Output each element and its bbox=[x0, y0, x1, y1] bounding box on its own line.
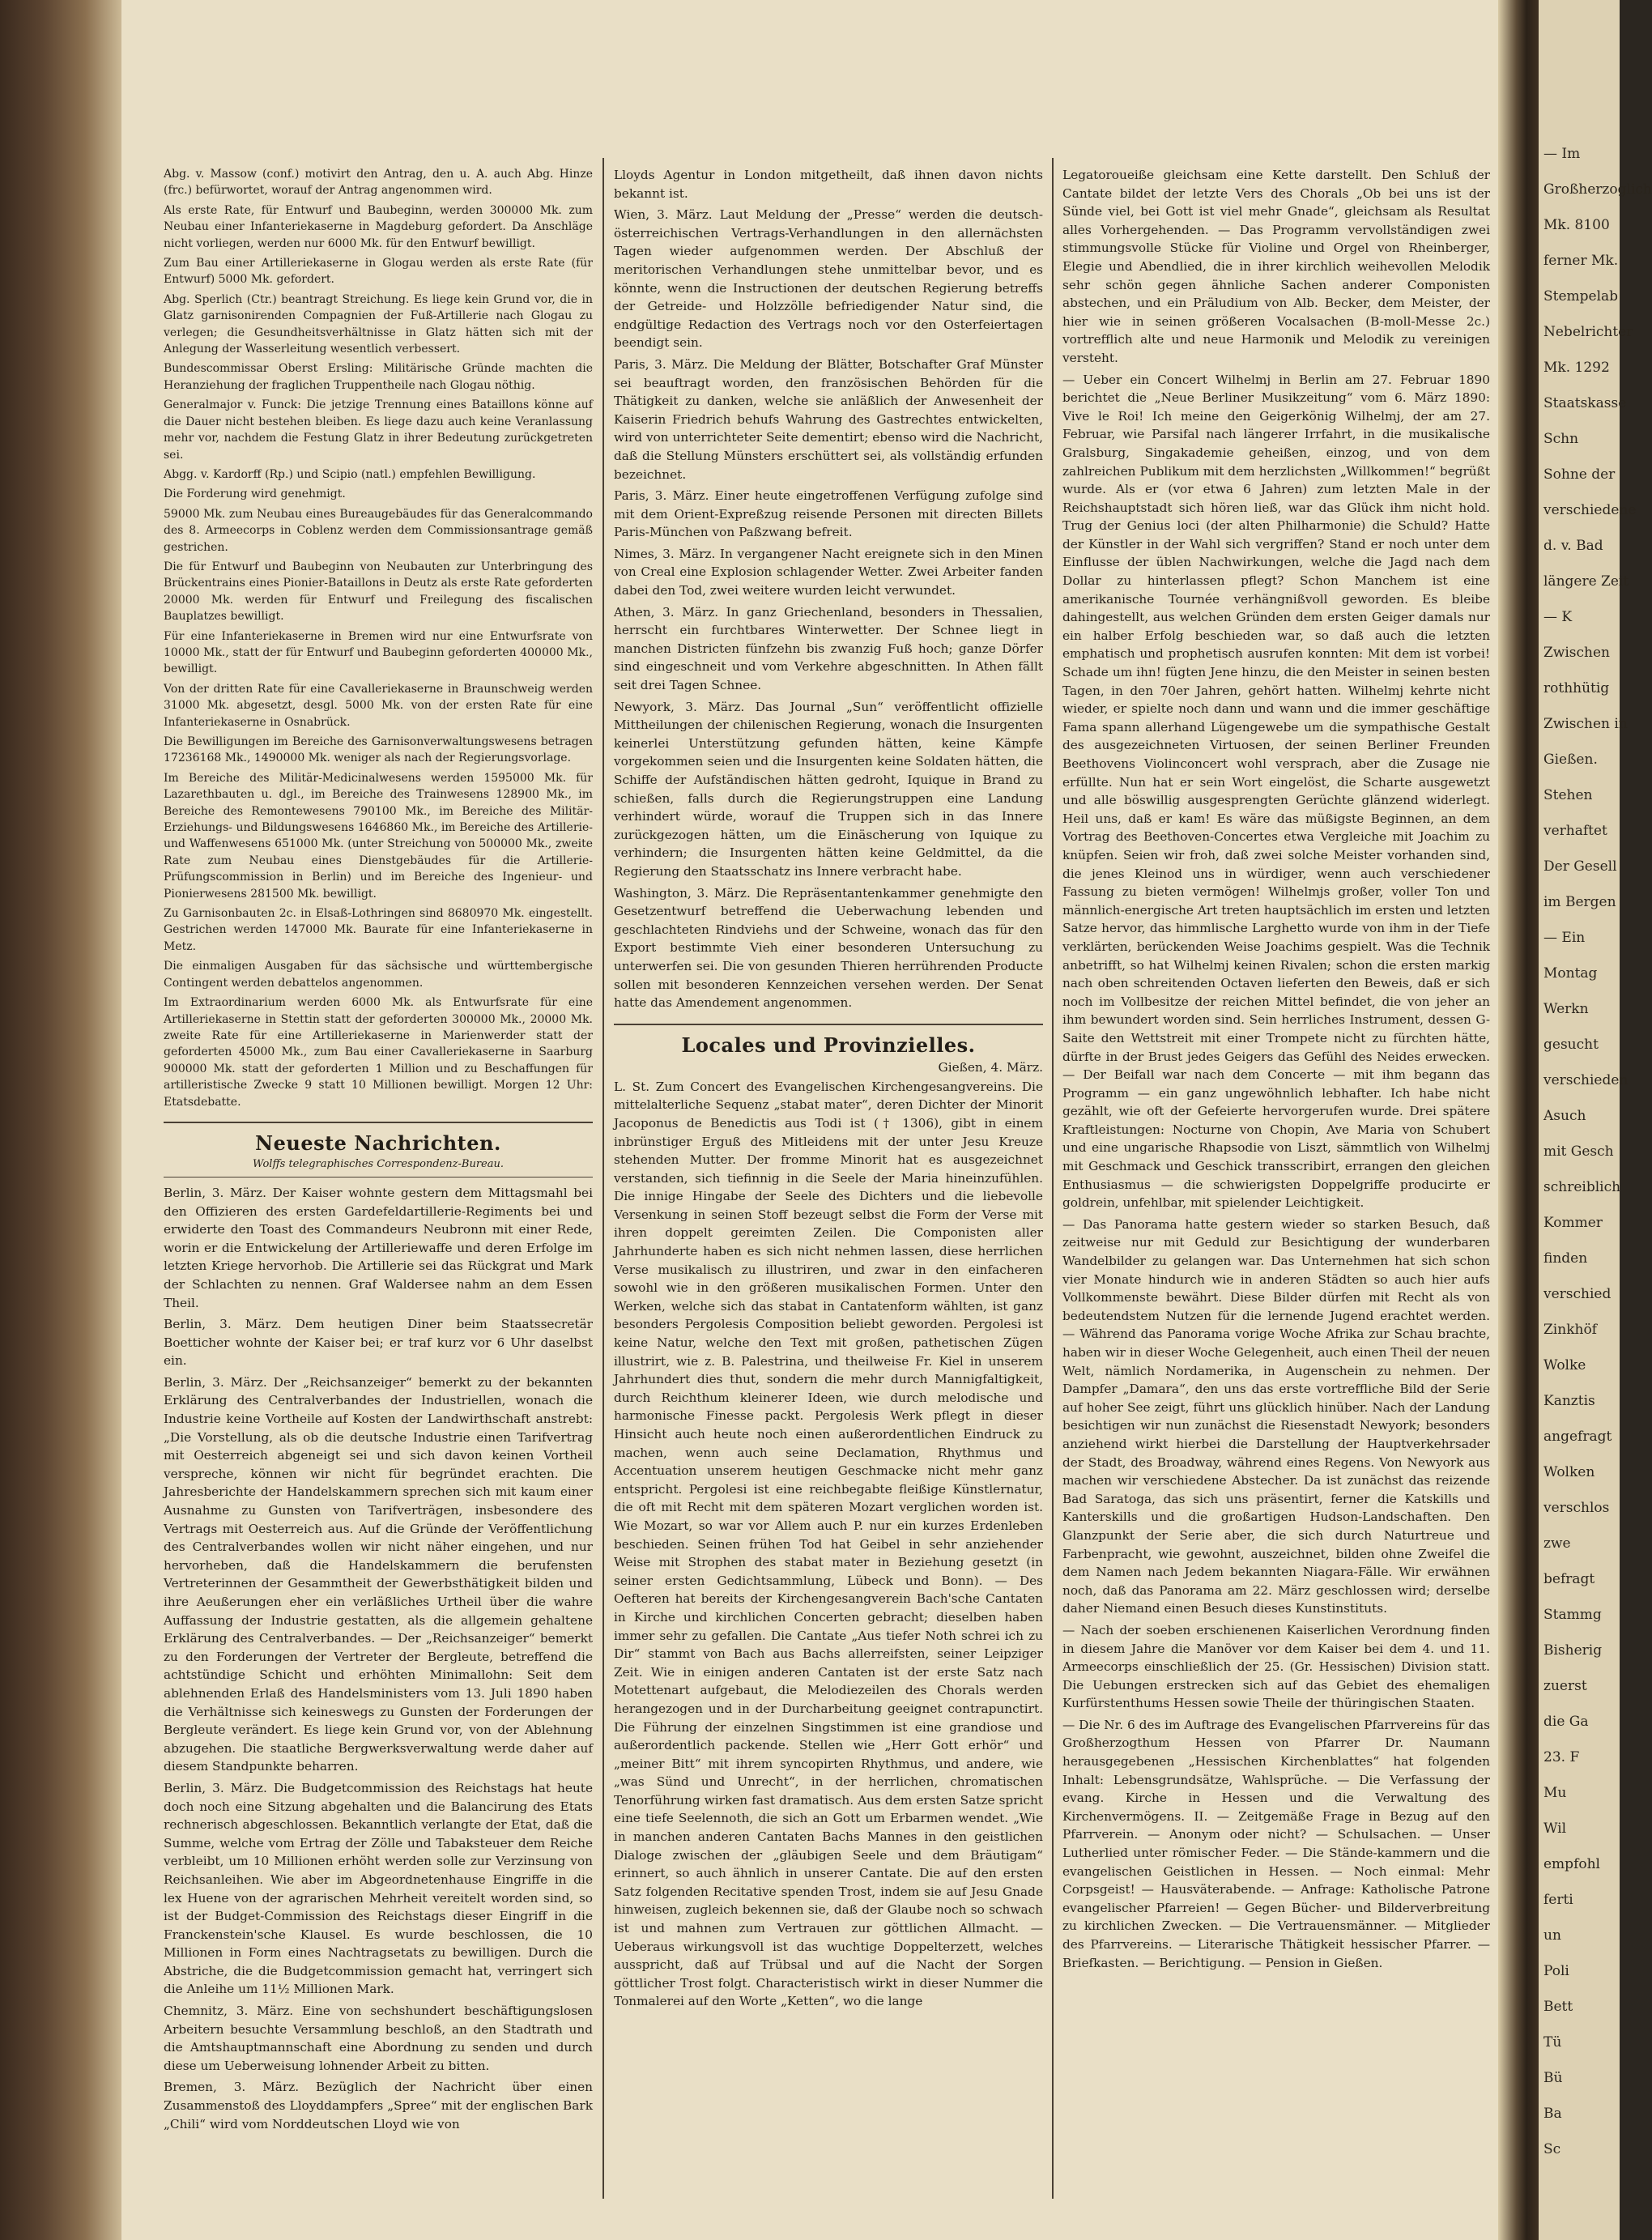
article-paragraph: Lloyds Agentur in London mitgetheilt, daß ihnen davon nichts bekannt ist. bbox=[614, 168, 1043, 201]
next-page-fragment: — K bbox=[1543, 609, 1573, 625]
next-page-fragment: Sohne der bbox=[1543, 466, 1616, 483]
next-page-fragment: verschieden bbox=[1543, 1072, 1629, 1088]
article-paragraph: L. St. Zum Concert des Evangelischen Kirchengesangvereins. Die mittelalterliche Sequenz „stabat mater“, deren Dichter der Minorit Jacoponus de Benedictis aus Todi ist († 1306), gibt in einem inbrünstiger Erguß des Mitleidens mit der unter Jesu Kreuze stehenden Mutter. Der fromme Minorit hat es ausgezeichnet verstanden, sich tiefinnig in die Seele der Maria hineinzufühlen. Die innige Hingabe der Seele des Dichters und die liebevolle Versenkung in seinen Stoff bezeugt selbst die Form der Verse mit ihren doppelt gereimten Zeilen. Die Componisten aller Jahrhunderte haben es sich nicht nehmen lassen, diese herrlichen Verse musikalisch zu illustriren, und zwar in den einfacheren sowohl wie in den größeren musikalischen Formen. Unter den Werken, welche sich das stabat in Cantatenform wählten, ist ganz besonders Pergolesis Composition beliebt geworden. Pergolesi ist keine Natur, welche den Text mit großen, pathetischen Zügen illustrirt, wie z. B. Palestrina, und theilweise Fr. Kiel in unserem Jahrhundert dies thut, sondern die mehr durch Mannigfaltigkeit, durch Reichthum kleinerer Ideen, wie durch melodische und harmonische Finesse packt. Pergolesis Werk pflegt in dieser Hinsicht auch heute noch einen außerordentlichen Eindruck zu machen, wenn auch seine Declamation, Rhythmus und Accentuation unserem heutigen Geschmacke nicht mehr ganz entspricht. Pergolesi ist eine reichbegabte fleißige Künstlernatur, die oft mit Recht mit dem späteren Mozart verglichen worden ist. Wie Mozart, so war vor Allem auch P. nur ein kurzes Erdenleben beschieden. Seinen frühen Tod hat Geibel in sehr anziehender Weise mit Strophen des stabat mater in Beziehung gesetzt (in seiner ersten Gedichtsammlung, Lübeck und Bonn). — Des Oefteren hat bereits der Kirchengesangverein Bach'sche Cantaten in Kirche und kirchlichen Concerten gebracht; dieselben haben immer sehr zu gefallen. Die Cantate „Aus tiefer Noth schrei ich zu Dir“ stammt von Bach aus Bachs allerreifsten, seiner Leipziger Zeit. Wie in einigen anderen Cantaten ist der erste Satz nach Motettenart aufgebaut, die Melodiezeilen des Chorals werden herangezogen und in der Durcharbeitung geeignet contrapunctirt. Die Führung der einzelnen Singstimmen ist eine grandiose und außerordentlich packende. Stellen wie „Herr Gott erhör“ und „meiner Bitt“ mit ihrem syncopirten Rhythmus, und andere, wie „was Sünd und Unrecht“, in der herrlichen, chromatischen Tenorführung wirken fast dramatisch. Aus dem ersten Satze spricht eine tiefe Seelennoth, die sich an Gott um Erbarmen wendet. „Wie in manchen anderen Cantaten Bachs Mannes in den geistlichen Dialoge zwischen der „gläubigen Seele und dem Bräutigam“ erinnert, so auch ähnlich in unserer Cantate. Die auf den ersten Satz folgenden Recitative spenden Trost, indem sie auf Jesu Gnade hinweisen, zugleich bekennen sie, daß der Glaube noch so schwach ist und mahnen zum Vertrauen zur göttlichen Allmacht. — Ueberaus wirkungsvoll ist das wuchtige Doppelterzett, welches ausspricht, daß auf Trübsal und auf die Nacht der Sorgen göttlicher Trost folgt. Characteristisch wirkt in dieser Nummer die Tonmalerei auf den Worte „Ketten“, wo die lange bbox=[614, 1079, 1043, 2009]
wire-service-line: Wolffs telegraphisches Correspondenz-Bureau. bbox=[252, 1157, 504, 1170]
next-page-fragment: schreiblich bbox=[1543, 1179, 1621, 1195]
article-paragraph: Washington, 3. März. Die Repräsentantenkammer genehmigte den Gesetzentwurf betreffend die Ueberwachung lebenden und geschlachteten Rindviehs und der Schweine, wonach das für den Export bestimmte Vieh einer besonderen Untersuchung zu unterwerfen sei. Die von gesunden Thieren herrührenden Producte sollen mit besonderen Kennzeichen versehen werden. Der Senat hatte das Amendement angenommen. bbox=[614, 885, 1043, 1011]
next-page-fragment: rothhütig bbox=[1543, 680, 1610, 696]
next-page-fragment: Wil bbox=[1543, 1821, 1567, 1837]
next-page-fragment: zuerst bbox=[1543, 1678, 1587, 1694]
article-paragraph: Zu Garnisonbauten 2c. in Elsaß-Lothringen sind 8680970 Mk. eingestellt. Gestrichen werden 147000 Mk. Baurate für eine Infanteriekaserne in Metz. bbox=[164, 907, 593, 953]
article-paragraph: Von der dritten Rate für eine Cavalleriekaserne in Braunschweig werden 31000 Mk. abgesetzt, desgl. 5000 Mk. von der ersten Rate für eine Infanteriekaserne in Osnabrück. bbox=[164, 682, 593, 729]
section-divider bbox=[164, 1122, 593, 1123]
column-1 bbox=[164, 166, 593, 2199]
next-page-fragment: Sc bbox=[1543, 2141, 1561, 2157]
column-rule-1 bbox=[602, 158, 604, 2199]
page-gutter bbox=[1498, 0, 1539, 2240]
article-paragraph: — Nach der soeben erschienenen Kaiserlichen Verordnung finden in diesem Jahre die Manöver vor dem Kaiser bei dem 4. und 11. Armeecorps einschließlich der 25. (Gr. Hessischen) Division statt. Die Uebungen erstrecken sich auf das Gebiet des ehemaligen Kurfürstenthums Hessen sowie Theile der thüringischen Staaten. bbox=[1062, 1622, 1490, 1711]
next-page-fragment: im Bergen bbox=[1543, 894, 1616, 910]
article-paragraph: Newyork, 3. März. Das Journal „Sun“ veröffentlicht offizielle Mittheilungen der chilenischen Regierung, wonach die Insurgenten keinerlei Unterstützung gefunden hätten, keine Kämpfe vorgekommen seien und die Insurgenten keine Soldaten hätten, die Schiffe der Aufständischen hätten gedroht, Iquique in Brand zu schießen, falls durch die Regierungstruppen eine Landung verhindert würde, worauf die Truppen sich in das Innere zurückgezogen hätten, um die Einäscherung von Iquique zu verhindern; die Insurgenten hätten keine Geldmittel, da die Regierung den Staatsschatz ins Innere verbracht habe. bbox=[614, 699, 1043, 879]
article-paragraph: — Die Nr. 6 des im Auftrage des Evangelischen Pfarrvereins für das Großherzogthum Hessen von Pfarrer Dr. Naumann herausgegebenen „Hessischen Kirchenblattes“ hat folgenden Inhalt: Lebensgrundsätze, Wahlsprüche. — Die Verfassung der evang. Kirche in Hessen und die Verwaltung des Kirchenvermögens. II. — Zeitgemäße Frage in Bezug auf den Pfarrverein. — Anonym oder nicht? — Schulsachen. — Unser Lutherlied unter römischer Feder. — Die Stände-kammern und die evangelischen Geistlichen in Hessen. — Noch einmal: Mehr Corpsgeist! — Hausväterabende. — Anfrage: Katholische Patrone evangelischer Pfarreien! — Gegen Bücher- und Bilderverbreitung zu kirchlichen Zwecken. — Die Vertrauensmänner. — Mitglieder des Pfarrvereins. — Literarische Thätigkeit hessischer Pfarrer. — Briefkasten. — Berichtigung. — Pension in Gießen. bbox=[1062, 1717, 1490, 1970]
article-paragraph: Im Extraordinarium werden 6000 Mk. als Entwurfsrate für eine Artilleriekaserne in Stettin statt der geforderten 300000 Mk., 20000 Mk. zweite Rate für eine Artilleriekaserne in Marienwerder statt der geforderten 45000 Mk., zum Bau einer Cavalleriekaserne in Saarburg 900000 Mk. statt der geforderten 1 Million und zu Beschaffungen für artilleristische Zwecke 9 statt 10 Millionen bewilligt. Morgen 12 Uhr: Etatsdebatte. bbox=[164, 996, 593, 1109]
next-page-fragment: verschied bbox=[1543, 1286, 1612, 1302]
next-page-fragment: Großherzoglich bbox=[1543, 181, 1652, 198]
next-page-fragment: un bbox=[1543, 1927, 1561, 1944]
article-paragraph: Für eine Infanteriekaserne in Bremen wird nur eine Entwurfsrate von 10000 Mk., statt der für Entwurf und Baubeginn geforderten 400000 Mk., bewilligt. bbox=[164, 629, 593, 676]
next-page-fragment: Wolken bbox=[1543, 1464, 1595, 1480]
next-page-fragment: 23. F bbox=[1543, 1749, 1580, 1765]
column-3 bbox=[1062, 166, 1490, 2199]
dateline: Gießen, 4. März. bbox=[938, 1059, 1043, 1075]
next-page-fragment: Kommer bbox=[1543, 1215, 1603, 1231]
next-page-fragment: Montag bbox=[1543, 965, 1598, 982]
next-page-fragment: empfohl bbox=[1543, 1856, 1600, 1872]
next-page-fragment: Schn bbox=[1543, 431, 1579, 447]
next-page-fragment: finden bbox=[1543, 1250, 1588, 1267]
article-paragraph: Bundescommissar Oberst Ersling: Militärische Gründe machten die Heranziehung der fraglichen Truppentheile nach Glogau nöthig. bbox=[164, 362, 593, 392]
article-paragraph: Die für Entwurf und Baubeginn von Neubauten zur Unterbringung des Brückentrains eines Pionier-Bataillons in Deutz als erste Rate geforderten 20000 Mk. werden für Entwurf und Freilegung des fiscalischen Bauplatzes bewilligt. bbox=[164, 560, 593, 624]
next-page-fragment: angefragt bbox=[1543, 1429, 1612, 1445]
news-items bbox=[164, 1184, 593, 2133]
next-page-fragment: mit Gesch bbox=[1543, 1143, 1614, 1160]
reichstag-report bbox=[164, 166, 593, 1110]
next-page-fragment: Stehen bbox=[1543, 787, 1593, 803]
next-page-fragment: Zinkhöf bbox=[1543, 1322, 1597, 1338]
article-paragraph: — Das Panorama hatte gestern wieder so starken Besuch, daß zeitweise nur mit Geduld zur Besichtigung der wunderbaren Wandelbilder zu gelangen war. Das Unternehmen hat sich schon vier Monate hindurch wie in anderen Städten so auch hier aufs Vollkommenste bewährt. Diese Bilder dürfen mit Recht als von bedeutendstem Nutzen für die lernende Jugend erachtet werden. — Während das Panorama vorige Woche Afrika zur Schau brachte, haben wir in dieser Woche Gelegenheit, auch einen Theil der neuen Welt, nämlich Nordamerika, in Augenschein zu nehmen. Der Dampfer „Damara“, den uns das erste vortreffliche Bild der Serie auf hoher See zeigt, führt uns glücklich hinüber. Nach der Landung besichtigen wir nun zunächst die Riesenstadt Newyork; besonders anziehend wirkt hierbei die Darstellung der Hauptverkehrsader der Stadt, des Broadway, während eines Regens. Von Newyork aus machen wir verschiedene Abstecher. Da ist zunächst das reizende Bad Saratoga, das sich uns präsentirt, ferner die Katskills und Kanterskills und die großartigen Hudson-Landschaften. Den Glanzpunkt der Serie aber, die sich durch Naturtreue und Farbenpracht, wie gewohnt, auszeichnet, bilden ohne Zweifel die dem Namen nach Jedem bekannten Niagara-Fälle. Wir erwähnen noch, daß das Panorama am 22. März geschlossen wird; derselbe daher Niemand einen Besuch dieses Kunstinstituts. bbox=[1062, 1216, 1490, 1616]
article-paragraph: Abg. Sperlich (Ctr.) beantragt Streichung. Es liege kein Grund vor, die in Glatz garnisonirenden Compagnien der Fuß-Artillerie nach Glogau zu verlegen; die Gesundheitsverhältnisse in Glatz hätten sich mit der Anlegung der Wasserleitung wesentlich verbessert. bbox=[164, 292, 593, 356]
next-page-fragment: längere Zeit bbox=[1543, 573, 1629, 590]
next-page-fragment: Mk. 8100 bbox=[1543, 217, 1610, 233]
article-paragraph: Berlin, 3. März. Die Budgetcommission des Reichstags hat heute doch noch eine Sitzung abgehalten und die Balancirung des Etats rechnerisch abgeschlossen. Bekanntlich verlangte der Etat, daß die Summe, welche vom Ertrag der Zölle und Tabaksteuer dem Reiche verbleibt, um 10 Millionen erhöht werden solle zur Verzinsung von Reichsanleihen. Wie aber im Abgeordnetenhause Eingriffe in die lex Huene von der agrarischen Mehrheit vereitelt worden sind, so ist der Budget-Commission des Reichstags dieser Eingriff in die Franckenstein'sche Klausel. Es wurde beschlossen, die 10 Millionen in Form eines Nachtragsetats zu bewilligen. Durch die Abstriche, die die Budgetcommission gemacht hat, verringert sich die Anleihe um 11½ Millionen Mark. bbox=[164, 1780, 593, 1997]
article-paragraph: Paris, 3. März. Einer heute eingetroffenen Verfügung zufolge sind mit dem Orient-Expreßzug reisende Personen mit directen Billets Paris-München von Paßzwang befreit. bbox=[614, 488, 1043, 540]
next-page-fragment: Poli bbox=[1543, 1963, 1569, 1979]
next-page-fragment: Mk. 1292 bbox=[1543, 360, 1610, 376]
book-binding-left bbox=[0, 0, 121, 2240]
article-paragraph: — Ueber ein Concert Wilhelmj in Berlin am 27. Februar 1890 berichtet die „Neue Berliner Musikzeitung“ vom 6. März 1890: Vive le Roi! Ich meine den Geigerkönig Wilhelmj, der am 27. Februar, wie Parsifal nach längerer Irrfahrt, in die musikalische Gralsburg, Singakademie geheißen, einzog, und von dem zahlreichen Publikum mit dem herzlichsten „Willkommen!“ begrüßt wurde. Als er (vor etwa 6 Jahren) zum letzten Male in der Reichshauptstadt sich hören ließ, war das Glück ihm nicht hold. Trug der Genius loci (der alten Philharmonie) die Schuld? Hatte der Künstler in der Wahl sich vergriffen? Stand er noch unter dem Einflusse der üblen Nachwirkungen, welche die Jagd nach dem Dollar zu hinterlassen pflegt? Schon Manchem ist eine amerikanische Tournée verhängnißvoll geworden. Es bleibe dahingestellt, aus welchen Gründen dem ersten Geiger damals nur ein halber Erfolg beschieden war, so daß auch die letzten emphatisch und prophetisch ausrufen konnten: Mit dem ist vorbei! Schade um ihn! fügten Jene hinzu, die den Meister in seinen besten Tagen, in den 70er Jahren, gehört hatten. Wilhelmj kehrte nicht wieder, er spielte noch dann und wann und die immer geschäftige Fama spann allerhand Lügengewebe um die sympathische Gestalt des ausgezeichneten Virtuosen, der seinen Berliner Freunden Beethovens Violinconcert wohl versprach, aber die Zusage nie erfüllte. Nun hat er sein Wort eingelöst, die Scharte ausgewetzt und alle böswillig ausgesprengten Gerüchte glänzend widerlegt. Heil uns, daß er kam! Es wäre das müßigste Beginnen, an dem Vortrag des Beethoven-Concertes etwa Vergleiche mit Joachim zu knüpfen. Seien wir froh, daß zwei solche Meister vorhanden sind, die jenes Kleinod uns in würdiger, wenn auch verschiedener Fassung zu bieten vermögen! Wilhelmjs großer, voller Ton und männlich-energische Art treten hauptsächlich im ersten und letzten Satze hervor, das himmlische Larghetto wurde von ihm in der Tiefe verklärten, berückenden Weise Joachims gespielt. Was die Technik anbetrifft, so hat Wilhelmj keinen Rivalen; schon die ersten markig nach oben schreitenden Octaven lieferten den Beweis, daß er sich noch im Vollbesitze der reichen Mittel befindet, die von jeher an ihm bewundert worden sind. Sein herrliches Instrument, dessen G-Saite den Wettstreit mit einer Trompete nicht zu fürchten hätte, dürfte in der Brust jedes Geigers das Gefühl des Neides erwecken. — Der Beifall war nach dem Concerte — mit ihm begann das Programm — ein ganz ungewöhnlich lebhafter. Ich habe nicht gezählt, wie oft der Gefeierte hervorgerufen wurde. Drei spätere Kraftleistungen: Nocturne von Chopin, Ave Maria von Schubert und eine ungarische Rhapsodie von Liszt, sämmtlich von Wilhelmj mit Geschmack und Geschick transscribirt, errangen den gleichen Enthusiasmus — die schwierigsten Doppelgriffe producirte er goldrein, unfehlbar, mit spielender Leichtigkeit. bbox=[1062, 372, 1490, 1211]
article-paragraph: Zum Bau einer Artilleriekaserne in Glogau werden als erste Rate (für Entwurf) 5000 Mk. gefordert. bbox=[164, 257, 593, 287]
article-paragraph: Chemnitz, 3. März. Eine von sechshundert beschäftigungslosen Arbeitern besuchte Versammlung beschloß, an den Stadtrath und die Amtshauptmannschaft eine Abordnung zu senden und durch diese um Ueberweisung lohnender Arbeit zu bitten. bbox=[164, 2004, 593, 2073]
next-page-fragment: Der Gesell bbox=[1543, 858, 1617, 875]
next-page-fragment: die Ga bbox=[1543, 1714, 1589, 1730]
next-page-fragment: Staatskasse bbox=[1543, 395, 1627, 411]
article-paragraph: Generalmajor v. Funck: Die jetzige Trennung eines Bataillons könne auf die Dauer nicht bestehen bleiben. Es liege dazu auch keine Veranlassung mehr vor, nachdem die Festung Glatz in ihrer Bedeutung zurückgetreten sei. bbox=[164, 398, 593, 462]
article-paragraph: Legatoroueiße gleichsam eine Kette darstellt. Den Schluß der Cantate bildet der letzte Vers des Chorals „Ob bei uns ist der Sünde viel, bei Gott ist viel mehr Gnade“, gleichsam als Resultat alles Vorhergehenden. — Das Programm vervollständigen zwei stimmungsvolle Stücke für Violine und Orgel von Rheinberger, Elegie und Abendlied, die in ihrer kirchlich weihevollen Melodik sehr schön gegen ähnliche Sachen anderer Componisten abstechen, und ein Präludium von Alb. Becker, dem Meister, der hier wie in seinen größeren Vocalsachen (B-moll-Messe 2c.) vortrefflich alte und neue Harmonik und Melodik zu vereinigen versteht. bbox=[1062, 168, 1490, 365]
next-page-fragment: befragt bbox=[1543, 1571, 1595, 1587]
article-paragraph: Wien, 3. März. Laut Meldung der „Presse“ werden die deutsch-österreichischen Vertrags-Verhandlungen in den allernächsten Tagen wieder aufgenommen werden. Der Abschluß der meritorischen Verhandlungen stehe unmittelbar bevor, und es könnte, wenn die Instructionen der deutschen Regierung betreffs der Getreide- und Holzzölle befriedigender Natur sind, die endgültige Redaction des Vertrags noch vor den Osterfeiertagen beendigt sein. bbox=[614, 207, 1043, 351]
article-paragraph: Bremen, 3. März. Bezüglich der Nachricht über einen Zusammenstoß des Lloyddampfers „Spree“ mit der englischen Bark „Chili“ wird vom Norddeutschen Lloyd wie von bbox=[164, 2080, 593, 2131]
next-page-fragment: Tü bbox=[1543, 2034, 1562, 2050]
next-page-fragment: Mu bbox=[1543, 1785, 1567, 1801]
next-page-fragment: Zwischen bbox=[1543, 645, 1611, 661]
heading-locales: Locales und Provinzielles. bbox=[681, 1033, 976, 1057]
news-items-continued bbox=[614, 166, 1043, 1012]
article-paragraph: Abg. v. Massow (conf.) motivirt den Antrag, den u. A. auch Abg. Hinze (frc.) befürwortet, worauf der Antrag angenommen wird. bbox=[164, 168, 593, 198]
article-paragraph: Im Bereiche des Militär-Medicinalwesens werden 1595000 Mk. für Lazarethbauten u. dgl., im Bereiche des Trainwesens 128900 Mk., im Bereiche des Remontewesens 790100 Mk., im Bereiche des Militär-Erziehungs- und Bildungswesens 1646860 Mk., im Bereiche des Artillerie- und Waffenwesens 651000 Mk. (unter Streichung von 500000 Mk., zweite Rate zum Neubau eines Dienstgebäudes für die Artillerie-Prüfungscommission in Berlin) und im Bereiche des Ingenieur- und Pionierwesens 281500 Mk. bewilligt. bbox=[164, 771, 593, 901]
article-paragraph: Berlin, 3. März. Dem heutigen Diner beim Staatssecretär Boetticher wohnte der Kaiser bei; er traf kurz vor 6 Uhr daselbst ein. bbox=[164, 1317, 593, 1369]
newspaper-page bbox=[154, 158, 1490, 2199]
article-paragraph: Die Bewilligungen im Bereiche des Garnisonverwaltungswesens betragen 17236168 Mk., 1490000 Mk. weniger als nach der Regierungsvorlage. bbox=[164, 735, 593, 765]
article-paragraph: Berlin, 3. März. Der Kaiser wohnte gestern dem Mittagsmahl bei den Offizieren des ersten Gardefeldartillerie-Regiments bei und erwiderte den Toast des Commandeurs Neubronn mit einer Rede, worin er die Entwickelung der Artilleriewaffe und deren Erfolge im letzten Kriege hervorhob. Die Artillerie sei das Rückgrat und Mark der Schlachten zu nennen. Graf Waldersee nahm an dem Essen Theil. bbox=[164, 1185, 593, 1310]
column-2 bbox=[614, 166, 1043, 2199]
next-page-fragment: gesucht bbox=[1543, 1037, 1599, 1053]
next-page-fragment: d. v. Bad bbox=[1543, 538, 1603, 554]
next-page-fragment: ferner Mk. bbox=[1543, 253, 1619, 269]
next-page-fragment: verschlos bbox=[1543, 1500, 1610, 1516]
next-page-fragment: ferti bbox=[1543, 1892, 1573, 1908]
next-page-fragment: Gießen. bbox=[1543, 752, 1598, 768]
article-paragraph: Nimes, 3. März. In vergangener Nacht ereignete sich in den Minen von Creal eine Explosion schlagender Wetter. Zwei Arbeiter fanden dabei den Tod, zwei weitere wurden leicht verwundet. bbox=[614, 546, 1043, 598]
next-page-edge bbox=[1539, 0, 1652, 2240]
local-items-continued bbox=[1062, 166, 1490, 1972]
next-page-fragment: — Ein bbox=[1543, 930, 1586, 946]
next-page-fragment: Bü bbox=[1543, 2070, 1563, 2086]
article-paragraph: Die einmaligen Ausgaben für das sächsische und württembergische Contingent werden debattelos angenommen. bbox=[164, 960, 593, 990]
article-paragraph: Athen, 3. März. In ganz Griechenland, besonders in Thessalien, herrscht ein furchtbares Winterwetter. Der Schnee liegt in manchen Districten fünfzehn bis zwanzig Fuß hoch; ganze Dörfer sind eingeschneit und vom Verkehre abgeschnitten. In Athen fällt seit drei Tagen Schnee. bbox=[614, 604, 1043, 693]
section-divider bbox=[614, 1024, 1043, 1025]
next-page-fragment: Asuch bbox=[1543, 1108, 1586, 1124]
next-page-fragment: verschiedene bbox=[1543, 502, 1637, 518]
next-page-fragment: zwe bbox=[1543, 1535, 1571, 1552]
next-page-fragment: Kanztis bbox=[1543, 1393, 1595, 1409]
next-page-fragment: Stempelab bbox=[1543, 288, 1619, 304]
next-page-fragment: Bisherig bbox=[1543, 1642, 1603, 1659]
next-page-fragment: Bett bbox=[1543, 1999, 1573, 2015]
next-page-fragment: Stammg bbox=[1543, 1607, 1602, 1623]
article-paragraph: Die Forderung wird genehmigt. bbox=[164, 488, 346, 501]
next-page-fragment: — Im bbox=[1543, 146, 1581, 162]
next-page-fragment: verhaftet bbox=[1543, 823, 1607, 839]
article-paragraph: Paris, 3. März. Die Meldung der Blätter, Botschafter Graf Münster sei beauftragt worden, den französischen Behörden für die Thätigkeit zu danken, welche sie anläßlich der Anwesenheit der Kaiserin Friedrich behufs Wahrung des Gastrechtes entwickelten, wird von unterrichteter Seite dementirt; ebenso wird die Nachricht, daß die Stellung Münsters erschüttert sei, als vollständig erfunden bezeichnet. bbox=[614, 356, 1043, 482]
column-rule-2 bbox=[1052, 158, 1054, 2199]
next-page-fragment: Ba bbox=[1543, 2106, 1562, 2122]
heading-neueste-nachrichten: Neueste Nachrichten. bbox=[255, 1131, 501, 1155]
article-paragraph: Berlin, 3. März. Der „Reichsanzeiger“ bemerkt zu der bekannten Erklärung des Centralverbandes der Industriellen, wonach die Industrie keine Vortheile auf Kosten der Landwirthschaft anstrebt: „Die Vorstellung, als ob die deutsche Industrie einen Tarifvertrag mit Oesterreich abgeneigt sei und sich davon keinen Vortheil verspreche, können wir nicht für begründet erachten. Die Jahresberichte der Handelskammern sprechen sich mit kaum einer Ausnahme zu Gunsten von Tarifverträgen, insbesondere des Vertrags mit Oesterreich aus. Auf die Gründe der Veröffentlichung des Centralverbandes wollen wir nicht näher eingehen, und nur hervorheben, daß die Handelskammern die berufensten Vertreterinnen der Gesammtheit der Gewerbsthätigkeit bilden und ihre Aeußerungen eher ein verläßliches Urtheil über die wahre Auffassung der Industrie gestatten, als die allgemein gehaltene Erklärung des Centralverbandes. — Der „Reichsanzeiger“ bemerkt zu den Forderungen der Vertreter der Bergleute, betreffend die achtstündige Schicht und erhöhten Minimallohn: Seit dem ablehnenden Erlaß des Handelsministers vom 13. Juli 1890 haben die Verhältnisse sich keineswegs zu Gunsten der Forderungen der Bergleute verändert. Es liege kein Grund vor, von der Ablehnung abzugehen. Die staatliche Bergwerksverwaltung werde daher auf diesem Standpunkte beharren. bbox=[164, 1374, 593, 1774]
next-page-fragment: Zwischen in bbox=[1543, 716, 1628, 732]
local-items bbox=[614, 1078, 1043, 2011]
article-paragraph: Als erste Rate, für Entwurf und Baubeginn, werden 300000 Mk. zum Neubau einer Infanteriekaserne in Magdeburg gefordert. Da Anschläge nicht vorliegen, werden nur 6000 Mk. für den Entwurf bewilligt. bbox=[164, 203, 593, 250]
next-page-fragment: Wolke bbox=[1543, 1357, 1586, 1373]
next-page-fragment: Werkn bbox=[1543, 1001, 1589, 1017]
article-paragraph: Abgg. v. Kardorff (Rp.) und Scipio (natl.) empfehlen Bewilligung. bbox=[164, 467, 536, 481]
article-paragraph: 59000 Mk. zum Neubau eines Bureaugebäudes für das Generalcommando des 8. Armeecorps in Coblenz werden dem Commissionsantrage gemäß gestrichen. bbox=[164, 507, 593, 554]
next-page-fragment: Nebelrichter bbox=[1543, 324, 1633, 340]
